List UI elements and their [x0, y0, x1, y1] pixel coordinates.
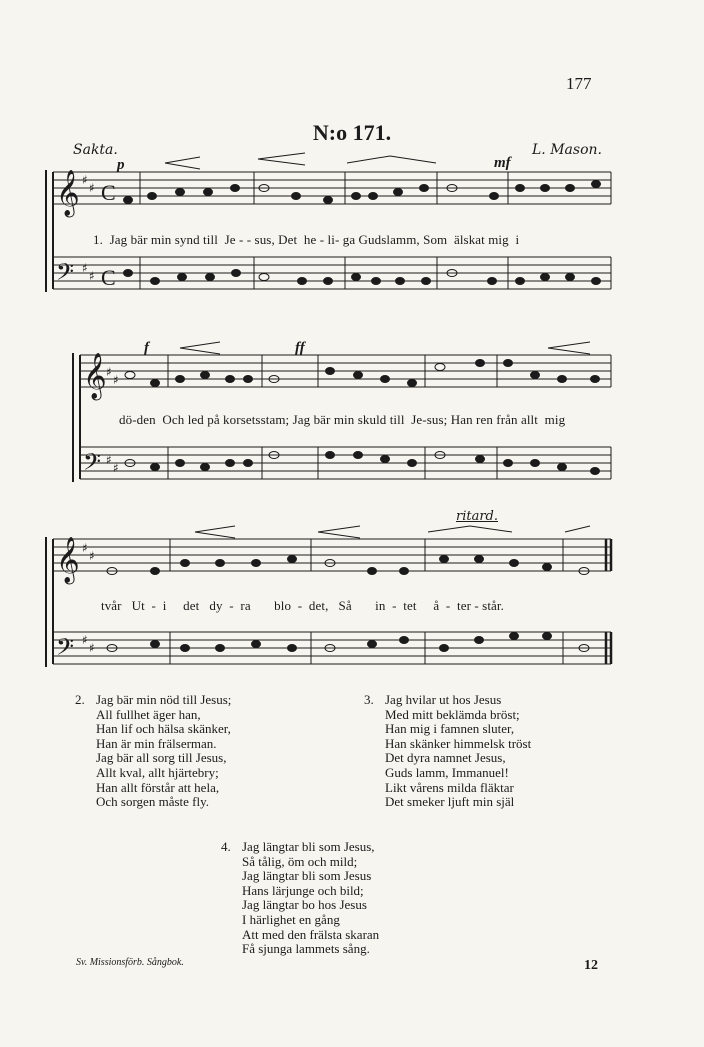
verse-line: Det smeker ljuft min själ — [385, 794, 515, 810]
verse-line: I härlighet en gång — [242, 911, 340, 927]
svg-text:C: C — [101, 180, 116, 205]
verse-number: 2. — [75, 692, 85, 707]
lyrics-line-2: dö-den Och led på korsetsstam; Jag bär min skuld till Je-sus; Han ren från allt mig — [119, 412, 566, 427]
composer: L. Mason. — [532, 142, 602, 158]
verse-line: Allt kval, allt hjärtebry; — [96, 764, 219, 780]
verse-2 — [75, 692, 232, 810]
svg-text:♯: ♯ — [106, 453, 112, 467]
svg-text:♯: ♯ — [82, 261, 88, 275]
svg-text:♯: ♯ — [113, 373, 119, 387]
verse-line: Och sorgen måste fly. — [96, 794, 210, 810]
system-3 — [46, 526, 611, 667]
dynamic-forte: f — [144, 340, 149, 356]
verse-line: Det dyra namnet Jesus, — [385, 750, 506, 766]
verse-line: Att med den frälsta skaran — [242, 926, 380, 942]
svg-text:𝄢: 𝄢 — [56, 633, 75, 666]
svg-text:♯: ♯ — [82, 633, 88, 647]
svg-text:♯: ♯ — [89, 181, 95, 195]
verse-line: Jag hvilar ut hos Jesus — [385, 692, 502, 707]
svg-text:♯: ♯ — [89, 269, 95, 283]
source-footer: Sv. Missionsförb. Sångbok. — [76, 957, 184, 968]
svg-text:𝄢: 𝄢 — [83, 448, 102, 481]
svg-text:𝄞: 𝄞 — [83, 353, 107, 399]
svg-text:♯: ♯ — [82, 541, 88, 555]
verse-line: Han är min frälserman. — [96, 735, 217, 751]
lyrics-line-1: 1. Jag bär min synd till Je - - sus, Det he - li- ga Gudslamm, Som älskat mig i — [93, 232, 520, 247]
svg-text:𝄞: 𝄞 — [56, 537, 80, 583]
dynamic-fortissimo: ff — [295, 340, 305, 356]
dynamic-mezzoforte: mf — [494, 155, 511, 171]
svg-text:𝄞: 𝄞 — [56, 170, 80, 216]
verse-line: Likt vårens milda fläktar — [385, 779, 514, 795]
hymn-title: N:o 171. — [312, 120, 392, 145]
dynamic-piano: p — [117, 157, 125, 173]
ritard-marking: ritard. — [456, 509, 499, 524]
verse-line: Få sjunga lammets sång. — [242, 941, 370, 957]
verse-line: Jag längtar bli som Jesus, — [242, 839, 375, 854]
svg-text:♯: ♯ — [113, 461, 119, 475]
svg-text:♯: ♯ — [89, 641, 95, 655]
verse-line: All fullhet äger han, — [96, 706, 201, 722]
verse-line: Jag längtar bo hos Jesus — [242, 897, 367, 913]
verse-line: Han lif och hälsa skänker, — [96, 721, 231, 737]
verse-line: Hans lärjunge och bild; — [242, 882, 364, 898]
verse-line: Han skänker himmelsk tröst — [385, 735, 532, 751]
svg-text:♯: ♯ — [106, 365, 112, 379]
verse-number: 4. — [221, 839, 231, 854]
signature-mark: 12 — [584, 958, 598, 973]
verse-number: 3. — [364, 692, 374, 707]
verse-line: Jag bär min nöd till Jesus; — [96, 692, 232, 707]
verse-line: Han mig i famnen sluter, — [385, 721, 515, 737]
tempo-marking: Sakta. — [73, 142, 118, 158]
svg-text:♯: ♯ — [89, 549, 95, 563]
verse-3 — [364, 692, 532, 810]
page-number: 177 — [566, 74, 592, 93]
verse-4 — [221, 839, 380, 957]
verse-line: Jag längtar bli som Jesus — [242, 868, 372, 884]
svg-text:♯: ♯ — [82, 173, 88, 187]
verse-line: Jag bär all sorg till Jesus, — [96, 750, 227, 766]
svg-text:𝄢: 𝄢 — [56, 258, 75, 291]
svg-text:C: C — [101, 265, 116, 290]
verse-line: Guds lamm, Immanuel! — [385, 764, 509, 780]
lyrics-line-3: tvår Ut - i det dy - ra blo - det, Så in - tet å - ter - står. — [101, 598, 504, 613]
verse-line: Med mitt beklämda bröst; — [385, 706, 520, 722]
verse-line: Så tålig, öm och mild; — [242, 853, 358, 869]
verse-line: Han allt förstår att hela, — [96, 779, 220, 795]
